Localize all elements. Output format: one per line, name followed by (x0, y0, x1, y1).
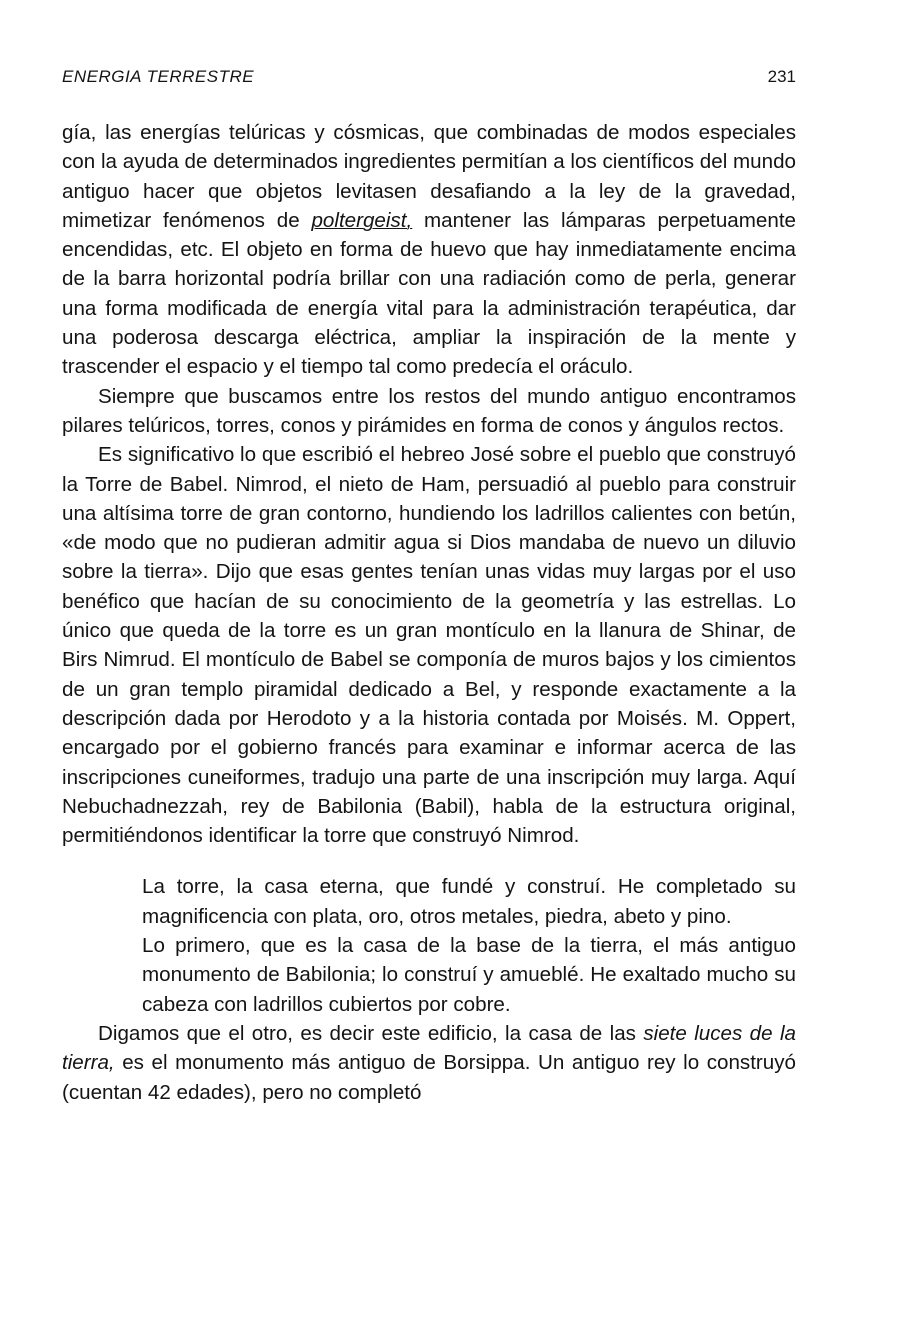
quote-paragraph-1: La torre, la casa eterna, que fundé y construí. He completado su magnificencia con plata, oro, otros metales, piedra, abeto y pino. (142, 875, 796, 928)
paragraph-1 (62, 118, 796, 382)
paragraph-1-italic: poltergeist, (311, 208, 413, 232)
running-title: ENERGIA TERRESTRE (62, 67, 255, 86)
paragraph-2: Siempre que buscamos entre los restos del mundo antiguo encontramos pilares telúricos, torres, conos y pirámides en forma de conos y ángulos rectos. (62, 384, 796, 437)
paragraph-3: Es significativo lo que escribió el hebreo José sobre el pueblo que construyó la Torre de Babel. Nimrod, el nieto de Ham, persuadió al pueblo para construir una altísima torre de gran contorno, hundiendo los ladrillos calientes con betún, «de modo que no pudieran admitir agua si Dios mandaba de nuevo un diluvio sobre la tierra». Dijo que esas gentes tenían unas vidas muy largas por el uso benéfico que hacían de su conocimiento de la geometría y las estrellas. Lo único que queda de la torre es un gran montículo en la llanura de Shinar, de Birs Nimrud. El montículo de Babel se componía de muros bajos y los cimientos de un gran templo piramidal dedicado a Bel, y responde exactamente a la descripción dada por Herodoto y a la historia contada por Moisés. M. Oppert, encargado por el gobierno francés para examinar e informar acerca de las inscripciones cuneiformes, tradujo una parte de una inscripción muy larga. Aquí Nebuchadnezzah, rey de Babilonia (Babil), habla de la estructura original, permitiéndonos identificar la torre que construyó Nimrod. (62, 443, 796, 848)
paragraph-4-text-a: Digamos que el otro, es decir este edificio, la casa de las (98, 1021, 644, 1045)
paragraph-4-italic: siete luces de la tierra, (62, 1021, 796, 1075)
paragraph-4-text-b: es el monumento más antiguo de Borsippa. Un antiguo rey lo construyó (cuentan 42 edades), pero no completó (62, 1051, 796, 1104)
paragraph-1-text-a: gía, las energías telúricas y cósmicas, que combinadas de modos especiales con la ayuda de determinados ingredientes permitían a los científicos del mundo antiguo hacer que objetos levitasen desafiando a la ley de la gravedad, mimetizar fenómenos de (62, 121, 796, 232)
quote-paragraph-2: Lo primero, que es la casa de la base de la tierra, el más antiguo monumento de Babilonia; lo construí y amueblé. He exaltado mucho su cabeza con ladrillos cubiertos por cobre. (142, 934, 796, 1016)
paragraph-4 (62, 1019, 796, 1107)
paragraph-1-text-b: mantener las lámparas perpetuamente encendidas, etc. El objeto en forma de huevo que hay inmediatamente encima de la barra horizontal podría brillar con una radiación como de perla, generar una forma modificada de energía vital para la administración terapéutica, dar una poderosa descarga eléctrica, ampliar la inspiración de la mente y trascender el espacio y el tiempo tal como predecía el oráculo. (62, 208, 796, 379)
page-number: 231 (767, 67, 796, 86)
page-header (62, 66, 796, 88)
body-text (62, 118, 796, 1107)
block-quote (142, 872, 796, 1018)
